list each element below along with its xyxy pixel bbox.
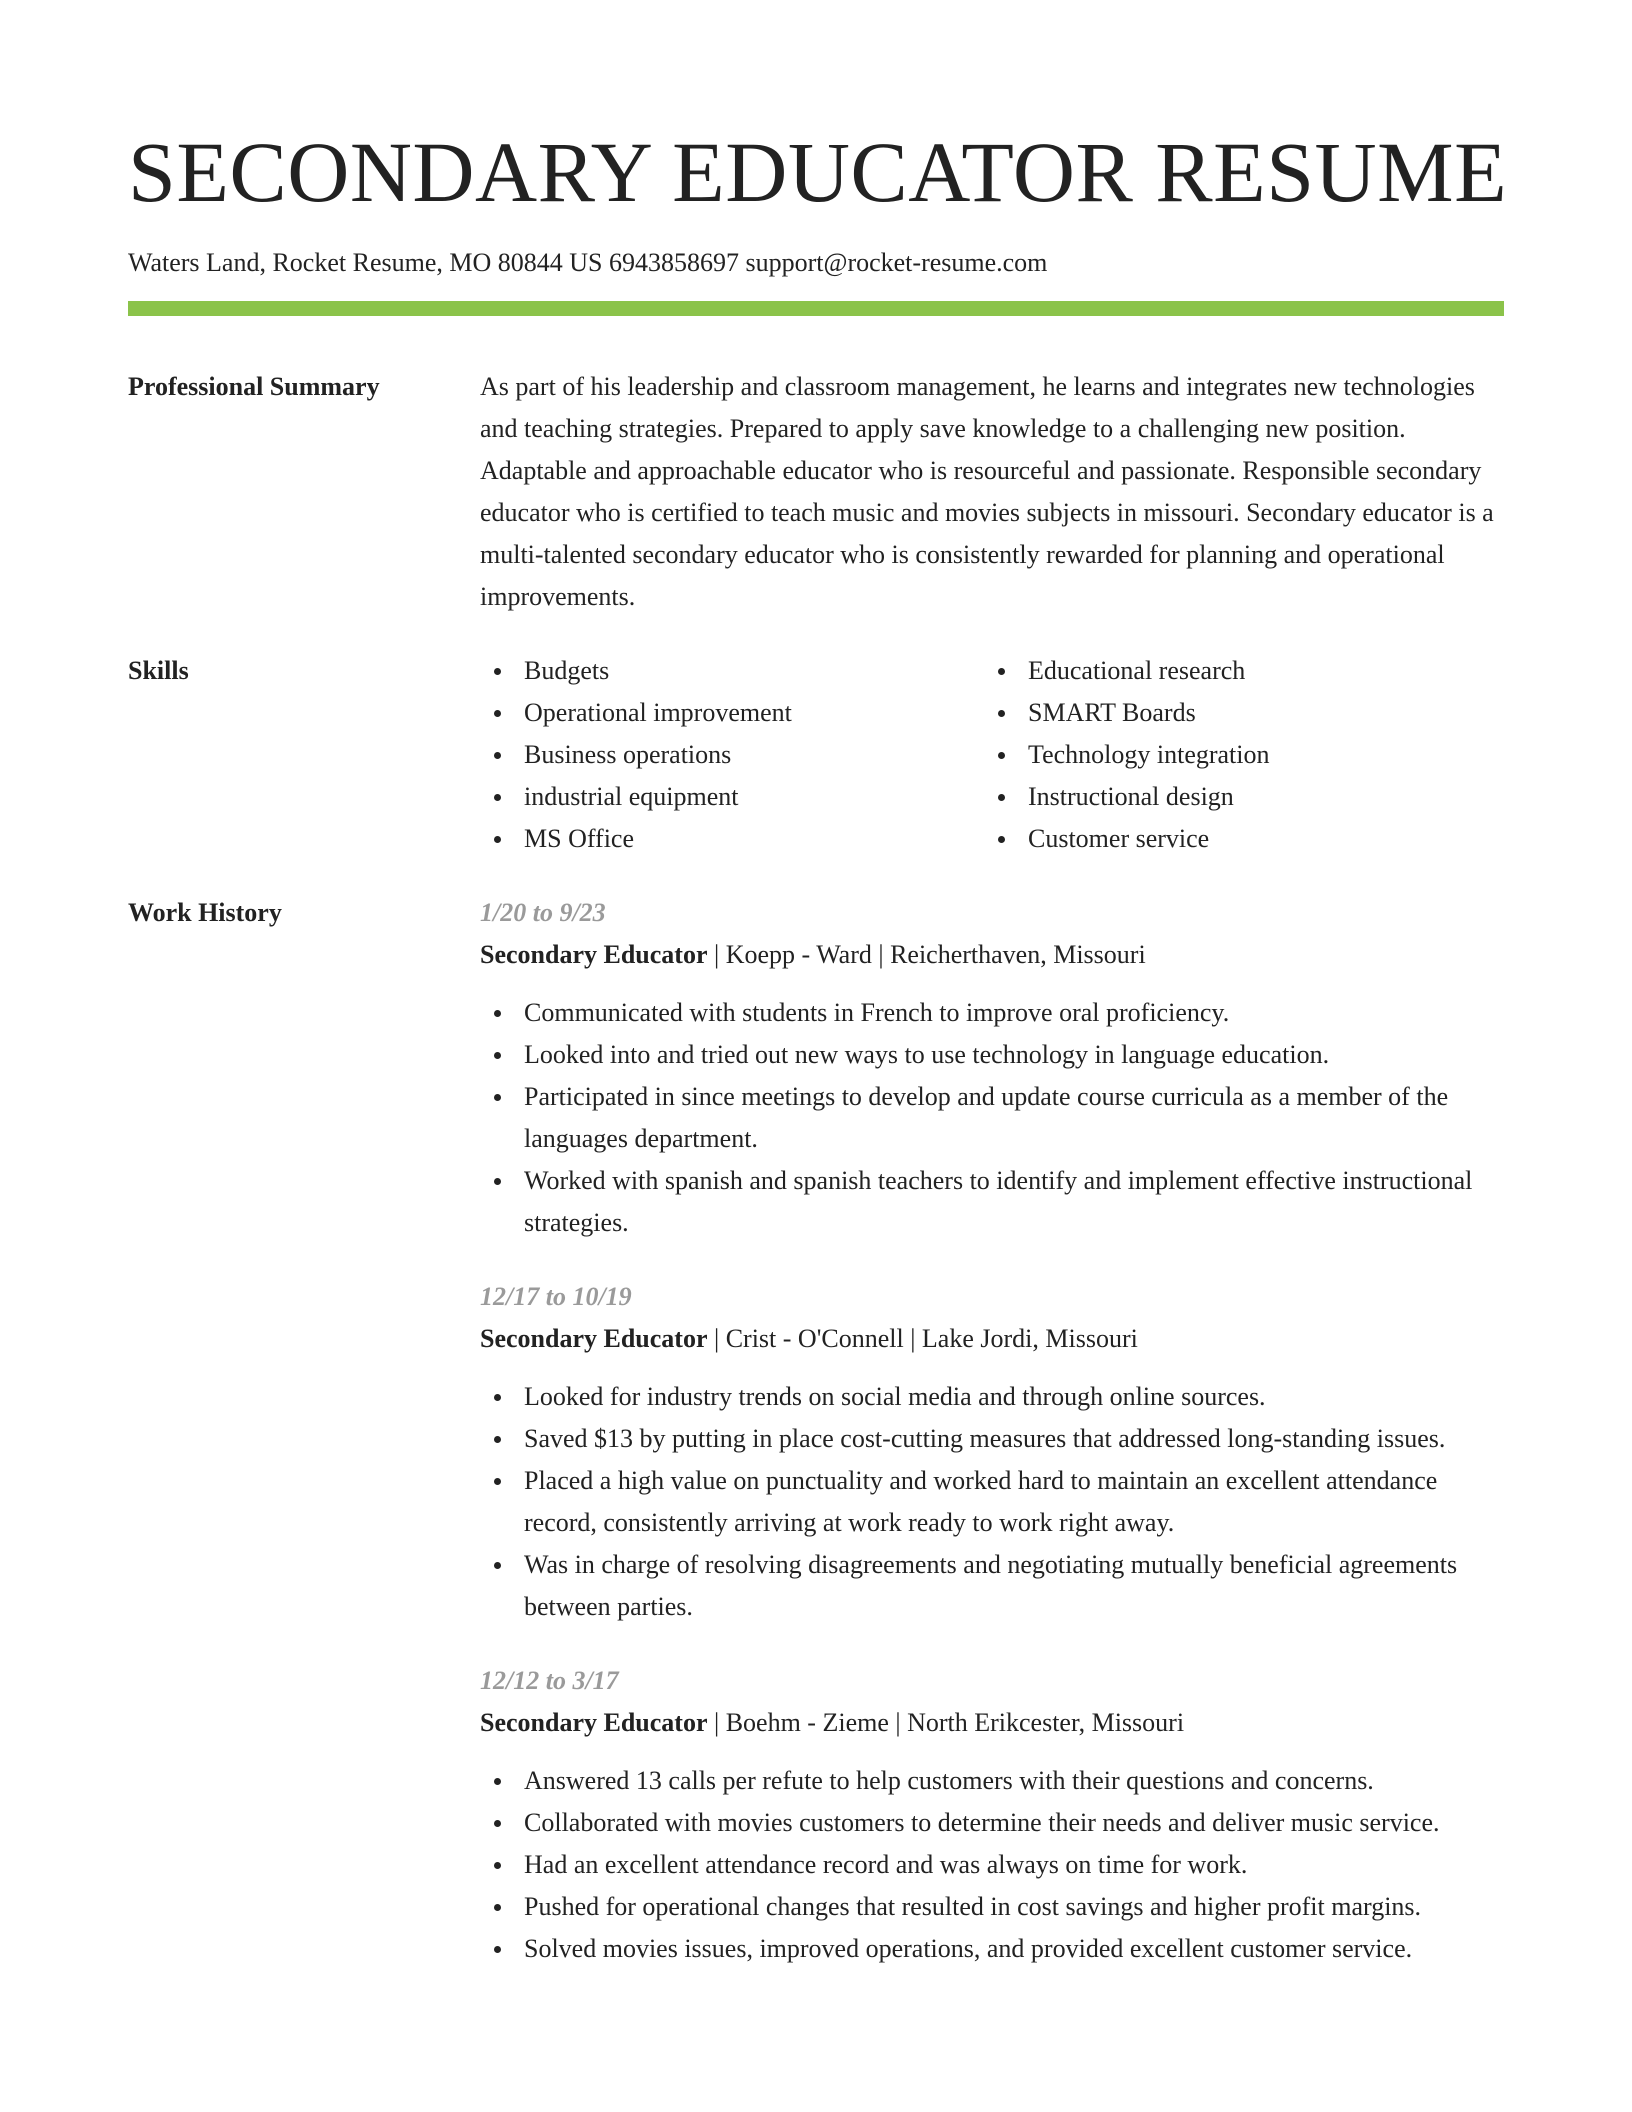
skill-item: MS Office bbox=[480, 818, 984, 860]
job-bullets bbox=[480, 1760, 1504, 1970]
job-bullets bbox=[480, 1376, 1504, 1628]
skills-list-right bbox=[984, 650, 1488, 860]
skill-item: industrial equipment bbox=[480, 776, 984, 818]
skill-item: Operational improvement bbox=[480, 692, 984, 734]
section-label-work-history: Work History bbox=[128, 898, 282, 927]
job-title: Secondary Educator bbox=[480, 1324, 708, 1353]
accent-divider bbox=[128, 301, 1504, 316]
job-bullet: Participated in since meetings to develop and update course curricula as a member of the languages department. bbox=[480, 1076, 1504, 1160]
section-label-professional-summary: Professional Summary bbox=[128, 372, 380, 401]
job-title: Secondary Educator bbox=[480, 1708, 708, 1737]
skill-item: Technology integration bbox=[984, 734, 1488, 776]
skills-list-left bbox=[480, 650, 984, 860]
job-bullets bbox=[480, 992, 1504, 1244]
section-label-skills: Skills bbox=[128, 656, 189, 685]
resume-title: SECONDARY EDUCATOR RESUME bbox=[128, 124, 1508, 220]
resume-page bbox=[128, 0, 1508, 1970]
job-bullet: Looked for industry trends on social media and through online sources. bbox=[480, 1376, 1504, 1418]
skill-item: SMART Boards bbox=[984, 692, 1488, 734]
work-history-section bbox=[128, 892, 1504, 1970]
skill-item: Instructional design bbox=[984, 776, 1488, 818]
job-heading bbox=[480, 934, 1504, 976]
job-bullet: Worked with spanish and spanish teachers to identify and implement effective instructional strategies. bbox=[480, 1160, 1504, 1244]
job-entry bbox=[480, 1276, 1504, 1628]
skill-item: Budgets bbox=[480, 650, 984, 692]
job-details: | Boehm - Zieme | North Erikcester, Missouri bbox=[707, 1708, 1185, 1737]
job-details: | Koepp - Ward | Reicherthaven, Missouri bbox=[707, 940, 1146, 969]
job-bullet: Answered 13 calls per refute to help customers with their questions and concerns. bbox=[480, 1760, 1504, 1802]
job-bullet: Placed a high value on punctuality and worked hard to maintain an excellent attendance record, consistently arriving at work ready to work right away. bbox=[480, 1460, 1504, 1544]
job-entry bbox=[480, 892, 1504, 1244]
skill-item: Educational research bbox=[984, 650, 1488, 692]
job-bullet: Was in charge of resolving disagreements and negotiating mutually beneficial agreements between parties. bbox=[480, 1544, 1504, 1628]
job-bullet: Saved $13 by putting in place cost-cutting measures that addressed long-standing issues. bbox=[480, 1418, 1504, 1460]
skills-section bbox=[128, 650, 1504, 860]
job-dates: 1/20 to 9/23 bbox=[480, 898, 606, 927]
job-bullet: Communicated with students in French to improve oral proficiency. bbox=[480, 992, 1504, 1034]
job-heading bbox=[480, 1702, 1504, 1744]
job-bullet: Looked into and tried out new ways to use technology in language education. bbox=[480, 1034, 1504, 1076]
skill-item: Business operations bbox=[480, 734, 984, 776]
job-dates: 12/17 to 10/19 bbox=[480, 1282, 632, 1311]
job-bullet: Pushed for operational changes that resulted in cost savings and higher profit margins. bbox=[480, 1886, 1504, 1928]
job-bullet: Solved movies issues, improved operations, and provided excellent customer service. bbox=[480, 1928, 1504, 1970]
job-title: Secondary Educator bbox=[480, 940, 708, 969]
job-bullet: Collaborated with movies customers to determine their needs and deliver music service. bbox=[480, 1802, 1504, 1844]
job-bullet: Had an excellent attendance record and was always on time for work. bbox=[480, 1844, 1504, 1886]
skill-item: Customer service bbox=[984, 818, 1488, 860]
contact-line: Waters Land, Rocket Resume, MO 80844 US 6943858697 support@rocket-resume.com bbox=[128, 248, 1048, 277]
job-dates: 12/12 to 3/17 bbox=[480, 1666, 619, 1695]
job-entry bbox=[480, 1660, 1504, 1970]
professional-summary-section bbox=[128, 366, 1504, 618]
job-details: | Crist - O'Connell | Lake Jordi, Missouri bbox=[707, 1324, 1138, 1353]
job-heading bbox=[480, 1318, 1504, 1360]
skills-columns bbox=[480, 650, 1504, 860]
summary-text: As part of his leadership and classroom management, he learns and integrates new technologies and teaching strategies. Prepared to apply save knowledge to a challenging new position. Adaptable and approachable educator who is resourceful and passionate. Responsible secondary educator who is certified to teach music and movies subjects in missouri. Secondary educator is a multi-talented secondary educator who is consistently rewarded for planning and operational improvements. bbox=[480, 372, 1494, 611]
work-history-entries bbox=[480, 892, 1504, 1970]
